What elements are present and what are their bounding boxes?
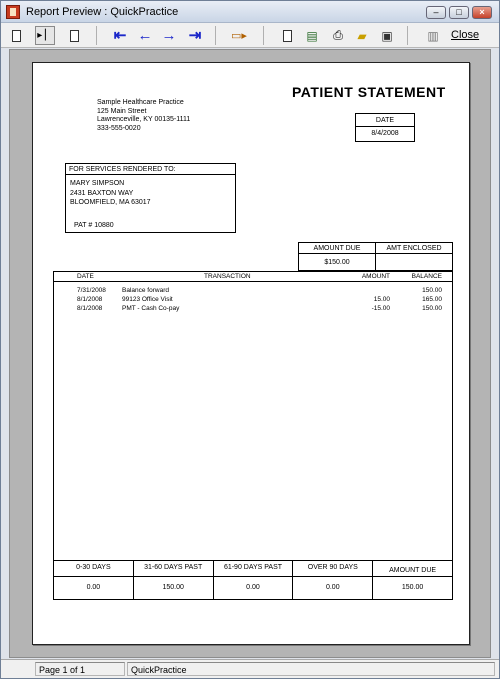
multi-page-button[interactable] <box>64 26 84 45</box>
aging-label: 61-90 DAYS PAST <box>214 561 293 577</box>
date-value: 8/4/2008 <box>371 130 399 137</box>
folder-icon: ▰ <box>357 28 367 43</box>
aging-label: 31-60 DAYS PAST <box>134 561 213 577</box>
first-page-button[interactable] <box>110 26 130 45</box>
goto-page-icon: ▭▸ <box>231 30 247 42</box>
header-transaction: TRANSACTION <box>204 273 251 280</box>
close-button[interactable]: Close <box>451 29 480 41</box>
services-label: FOR SERVICES RENDERED TO: <box>66 164 235 175</box>
practice-city: Lawrenceville, KY 00135-1111 <box>97 116 191 123</box>
patient-city: BLOOMFIELD, MA 63017 <box>70 199 151 206</box>
app-icon <box>6 5 20 19</box>
row-balance: 150.00 <box>422 305 442 312</box>
exit-preview-button[interactable] <box>423 26 443 45</box>
aging-cell-31-60 <box>134 561 214 599</box>
transaction-table <box>53 271 453 561</box>
page-icon <box>283 30 292 42</box>
first-page-icon: ⇤ <box>113 27 127 44</box>
aging-cell-over-90 <box>293 561 373 599</box>
row-date: 7/31/2008 <box>77 287 106 294</box>
row-date: 8/1/2008 <box>77 296 103 303</box>
aging-value: 150.00 <box>401 584 424 591</box>
practice-street: 125 Main Street <box>97 107 147 115</box>
exit-icon: ▥ <box>427 28 439 43</box>
table-row <box>54 286 452 295</box>
table-row <box>54 304 452 313</box>
amount-due-value: $150.00 <box>324 259 350 266</box>
goto-page-button[interactable] <box>229 26 249 45</box>
next-page-button[interactable] <box>159 26 179 45</box>
row-amount: 15.00 <box>373 296 390 303</box>
amount-due-label: AMOUNT DUE <box>299 243 375 254</box>
amount-box <box>298 242 453 271</box>
statement-title: PATIENT STATEMENT <box>292 84 446 100</box>
row-description: PMT - Cash Co-pay <box>122 305 180 312</box>
toolbar-separator <box>263 26 264 45</box>
table-row <box>54 295 452 304</box>
date-box <box>355 113 415 142</box>
status-page-panel: Page 1 of 1 <box>35 662 125 676</box>
table-header <box>54 272 452 282</box>
last-page-button[interactable] <box>185 26 205 45</box>
amount-due-cell <box>299 243 376 272</box>
new-page-button[interactable] <box>277 26 297 45</box>
aging-summary <box>53 560 453 600</box>
print-button[interactable] <box>328 26 348 45</box>
page-icon <box>12 30 21 42</box>
row-date: 8/1/2008 <box>77 305 103 312</box>
row-balance: 165.00 <box>422 296 442 303</box>
row-balance: 150.00 <box>422 287 442 294</box>
export-button[interactable] <box>302 26 322 45</box>
preview-viewport[interactable] <box>9 49 491 658</box>
aging-label: 0-30 DAYS <box>54 561 133 577</box>
aging-value: 0.00 <box>246 584 260 591</box>
patient-address <box>66 175 235 208</box>
status-bar <box>1 659 499 678</box>
previous-page-icon: ← <box>137 27 153 44</box>
date-label: DATE <box>356 114 414 127</box>
disk-icon: ▣ <box>381 28 393 43</box>
header-date: DATE <box>77 273 94 280</box>
header-balance: BALANCE <box>411 273 442 280</box>
maximize-button[interactable]: □ <box>449 6 469 19</box>
row-description: 99123 Office Visit <box>122 296 173 303</box>
aging-label: OVER 90 DAYS <box>293 561 372 577</box>
minimize-button[interactable]: – <box>426 6 446 19</box>
next-page-icon: → <box>161 27 177 44</box>
close-window-button[interactable]: × <box>472 6 492 19</box>
export-icon: ▤ <box>306 28 318 43</box>
save-button[interactable] <box>377 26 397 45</box>
last-page-icon: ⇥ <box>188 27 202 44</box>
status-app-panel: QuickPractice <box>127 662 495 676</box>
row-amount: -15.00 <box>371 305 390 312</box>
patient-street: 2431 BAXTON WAY <box>70 189 134 197</box>
fit-icon: ▸ ▏ <box>37 30 53 41</box>
aging-value: 0.00 <box>325 584 340 591</box>
toolbar <box>1 23 499 48</box>
practice-address <box>97 99 190 133</box>
aging-label: AMOUNT DUE <box>373 561 452 577</box>
title-bar[interactable] <box>1 1 499 23</box>
patient-name: MARY SIMPSON <box>70 180 125 187</box>
previous-page-button[interactable] <box>135 26 155 45</box>
practice-phone: 333-555-0020 <box>97 124 141 132</box>
open-button[interactable] <box>352 26 372 45</box>
amt-enclosed-label: AMT ENCLOSED <box>376 243 452 254</box>
page-icon <box>70 30 79 42</box>
window-title: Report Preview : QuickPractice <box>26 6 179 18</box>
amt-enclosed-cell <box>376 243 452 272</box>
toolbar-separator <box>407 26 408 45</box>
aging-value: 150.00 <box>162 584 184 591</box>
toolbar-separator <box>96 26 97 45</box>
report-page <box>32 62 470 645</box>
amt-enclosed-value <box>376 254 452 271</box>
services-box <box>65 163 236 233</box>
aging-cell-amount-due <box>373 561 452 599</box>
fit-width-button[interactable] <box>35 26 55 45</box>
row-description: Balance forward <box>122 287 169 294</box>
aging-value: 0.00 <box>86 584 101 591</box>
practice-name: Sample Healthcare Practice <box>97 99 184 106</box>
toolbar-separator <box>215 26 216 45</box>
patient-number: PAT # 10880 <box>74 222 114 229</box>
printer-icon: ⎙ <box>333 28 343 42</box>
aging-cell-0-30 <box>54 561 134 599</box>
single-page-button[interactable] <box>6 26 26 45</box>
aging-cell-61-90 <box>214 561 294 599</box>
header-amount: AMOUNT <box>361 273 390 280</box>
